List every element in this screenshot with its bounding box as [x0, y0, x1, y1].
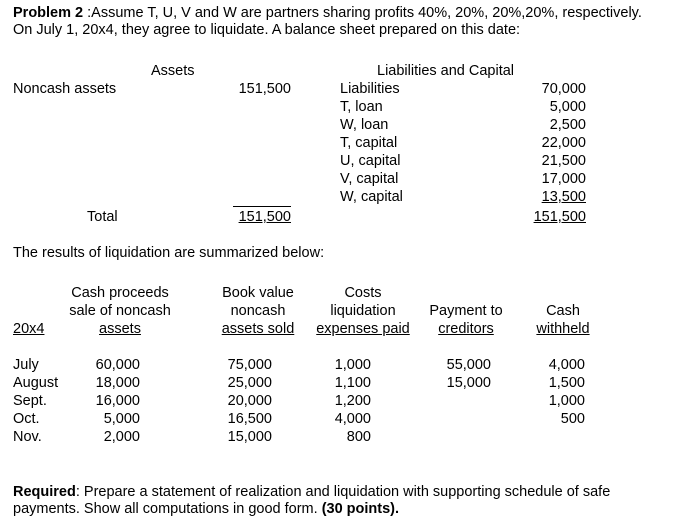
payment-cell — [430, 410, 491, 428]
noncash-assets-label: Noncash assets — [13, 81, 117, 97]
required-label: Required — [13, 484, 76, 500]
month-cell: August — [13, 375, 59, 391]
header-book-value — [212, 284, 304, 338]
total-assets-value: 151,500 — [238, 209, 291, 225]
header-cash-withheld — [528, 302, 598, 338]
liability-value: 22,000 — [541, 135, 586, 151]
header-costs — [308, 284, 418, 338]
payment-cell — [430, 428, 491, 446]
header-line: Cash — [546, 303, 580, 319]
withheld-cell: 1,500 — [548, 375, 585, 391]
header-line: creditors — [438, 321, 494, 337]
costs-cell: 1,000 — [334, 357, 371, 373]
total-label: Total — [87, 209, 118, 225]
liability-label: T, loan — [340, 99, 383, 115]
header-line: noncash — [230, 303, 286, 319]
month-cell: Oct. — [13, 411, 40, 427]
payment-column — [430, 356, 491, 446]
problem-title: Problem 2 — [13, 5, 84, 21]
header-line: expenses paid — [316, 321, 410, 337]
liability-value: 21,500 — [541, 153, 586, 169]
header-line: sale of noncash — [69, 303, 171, 319]
liability-label: V, capital — [340, 171, 399, 187]
costs-cell: 1,200 — [334, 393, 371, 409]
month-column — [13, 356, 58, 446]
payment-cell: 55,000 — [446, 357, 491, 373]
header-line: Payment to — [429, 303, 503, 319]
month-cell: Sept. — [13, 393, 47, 409]
asset-total-rule — [233, 206, 291, 207]
withheld-column — [530, 356, 585, 446]
book-value-cell: 75,000 — [227, 357, 272, 373]
liability-value: 17,000 — [541, 171, 586, 187]
proceeds-cell: 16,000 — [95, 393, 140, 409]
required-text: : Prepare a statement of realization and liquidation with supporting schedule of safe payments. Show all computations in good form. — [13, 484, 611, 517]
total-liabilities-value: 151,500 — [533, 209, 586, 225]
proceeds-cell: 60,000 — [95, 357, 140, 373]
costs-cell: 800 — [346, 429, 371, 445]
book-value-cell: 15,000 — [227, 429, 272, 445]
liability-label: U, capital — [340, 153, 401, 169]
costs-cell: 1,100 — [334, 375, 371, 391]
liability-label: W, capital — [340, 189, 403, 205]
liabilities-capital-header: Liabilities and Capital — [377, 63, 515, 79]
header-line: Costs — [344, 285, 382, 301]
header-year: 20x4 — [13, 321, 45, 337]
header-line: Book value — [222, 285, 294, 301]
problem-text: :Assume T, U, V and W are partners sharing profits 40%, 20%, 20%,20%, respectively. On July 1, 20x4, they agree to liquidate. A balance sheet prepared on this date: — [13, 5, 642, 38]
header-line: withheld — [536, 321, 590, 337]
proceeds-cell: 18,000 — [95, 375, 140, 391]
liability-value: 5,000 — [549, 99, 586, 115]
proceeds-cell: 2,000 — [103, 429, 140, 445]
month-cell: July — [13, 357, 39, 373]
header-line: liquidation — [330, 303, 396, 319]
payment-cell: 15,000 — [446, 375, 491, 391]
liability-label: Liabilities — [340, 81, 400, 97]
liability-value: 70,000 — [541, 81, 586, 97]
required-points: (30 points). — [321, 501, 400, 517]
book-value-cell: 20,000 — [227, 393, 272, 409]
withheld-cell: 4,000 — [548, 357, 585, 373]
header-line: assets sold — [221, 321, 295, 337]
header-payment — [420, 302, 512, 338]
required-statement — [13, 484, 663, 518]
book-value-cell: 25,000 — [227, 375, 272, 391]
proceeds-cell: 5,000 — [103, 411, 140, 427]
withheld-cell: 500 — [560, 411, 585, 427]
withheld-cell: 1,000 — [548, 393, 585, 409]
costs-cell: 4,000 — [334, 411, 371, 427]
liability-label: W, loan — [340, 117, 389, 133]
problem-statement — [13, 5, 653, 39]
month-cell: Nov. — [13, 429, 42, 445]
header-line: assets — [99, 321, 141, 337]
payment-cell — [430, 392, 491, 410]
liabilities-labels — [340, 80, 403, 206]
liability-value: 13,500 — [541, 189, 586, 205]
liability-value: 2,500 — [549, 117, 586, 133]
liability-label: T, capital — [340, 135, 398, 151]
costs-column — [320, 356, 371, 446]
header-cash-proceeds — [55, 284, 185, 338]
book-value-cell: 16,500 — [227, 411, 272, 427]
liabilities-values — [510, 80, 586, 206]
noncash-assets-value: 151,500 — [238, 81, 291, 97]
withheld-cell — [530, 428, 585, 446]
proceeds-column — [80, 356, 140, 446]
book-value-column — [212, 356, 272, 446]
results-intro: The results of liquidation are summarized below: — [13, 245, 325, 261]
assets-header: Assets — [151, 63, 195, 79]
header-line: Cash proceeds — [71, 285, 169, 301]
